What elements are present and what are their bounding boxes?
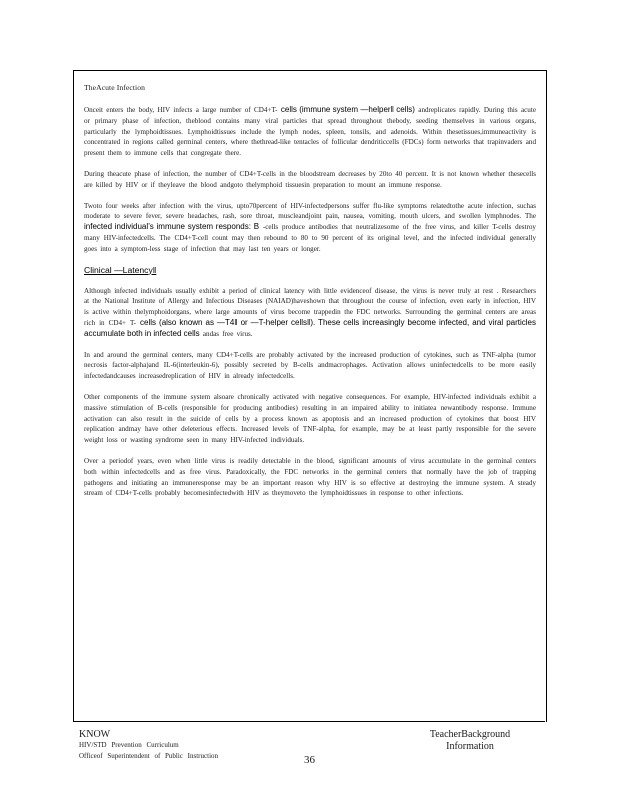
paragraph-text: -cells produce antibodies that neutralizesome of the free virus, and killer T-cells destroy many HIV-infectedcells. The CD4+T-cell count may then rebound to 80 to 90 percent of its original level, and the infected individual generally goes into a symptom-less stage of infection that may last ten years or longer. xyxy=(84,223,536,253)
footer-curriculum: HIV/STD Prevention Curriculum xyxy=(79,741,179,749)
paragraph-text: andas free virus. xyxy=(199,329,253,338)
emphasis-text: cells (also known as —T4‖ or —T-helper cells‖). These cells increasingly become infected, and viral particles accumulate both in infected cells xyxy=(84,317,536,338)
paragraph-text: Twoto four weeks after infection with the virus, upto70percent of HIV-infectedpersons suffer flu-like symptoms relatedtothe acute infection, suchas moderate to severe fever, severe headaches, rash, sore throat, muscleandjoint pain, nausea, vomiting, mouth ulcers, and swollen lymphnodes. The xyxy=(84,201,536,221)
emphasis-text: cells (immune system —helper‖ cells) xyxy=(280,105,415,114)
paragraph-text: Over a periodof years, even when little virus is readily detectable in the blood, significant amounts of virus accumulate in the germinal centers both within infectedcells and as free virus. Paradoxically, the FDC networks in the germinal centers that normally have the job of trapping pathogens and initiating an immuneresponse may be an important reason why HIV is so effective at destroying the immune system. A steady stream of CD4+T-cells probably becomesinfectedwith HIV as theymoveto the lymphoidtissues in response to other infections. xyxy=(84,456,536,498)
paragraph-text: Other components of the immune system alsoare chronically activated with negative consequences. For example, HIV-infected individuals exhibit a massive stimulation of B-cells (responsible for producing antibodies) resulting in an impaired ability to initiatea newantibody response. Immune activation can also result in the suicide of cells by a process known as apoptosis and an increased production of cytokines that boost HIV replication andmay have other deleterious effects. Increased levels of TNF-alpha, for example, may be at least partly responsible for the severe weight loss or wasting syndrome seen in many HIV-infected individuals. xyxy=(84,392,536,445)
clinical-latency-heading: Clinical —Latency‖ xyxy=(84,264,157,275)
footer-left xyxy=(79,729,218,761)
footer-teacher-background: TeacherBackground xyxy=(429,729,511,740)
paragraph xyxy=(84,456,536,499)
page-number: 36 xyxy=(304,754,315,766)
page-frame xyxy=(73,70,547,722)
paragraph-text: During theacute phase of infection, the number of CD4+T-cells in the bloodstream decreases by 20to 40 percent. It is not known whether thesecells are killed by HIV or if theyleave the blood andgoto thelymphoid tissuesin preparation to mount an immune response. xyxy=(84,169,536,189)
paragraph-text: andreplicates rapidly. During this acute or primary phase of infection, theblood contains many viral particles that spread throughout thebody, seeding themselves in various organs, particularly the lymphoidtissues. Lymphoidtissues include the lymph nodes, spleen, tonsils, and adenoids. Within thesetissues,immuneactivity is concentrated in regions called germinal centers, where thethread-like tentacles of follicular dendriticcells (FDCs) form networks that trapinvaders and present them to immune cells that congregate there. xyxy=(84,106,536,158)
clinical-latency-section xyxy=(84,286,536,500)
section-title: TheAcute Infection xyxy=(84,83,146,92)
paragraph xyxy=(84,286,536,340)
paragraph-text: Although infected individuals usually exhibit a period of clinical latency with little evidenceof disease, the virus is never truly at rest . Researchers at the National Institute of Allergy and Infectious Diseases (NAIAD)haveshown that throughout the course of infection, even early in infection, HIV is active within thelymphoidorgans, where large amounts of virus become trappedin the FDC networks. Surrounding the germinal centers are areas rich in CD4+ T- xyxy=(84,286,536,327)
footer-know: KNOW xyxy=(79,729,111,740)
document-body xyxy=(84,83,536,509)
paragraph xyxy=(84,201,536,255)
paragraph xyxy=(84,105,536,159)
emphasis-text: infected individual’s immune system responds: B xyxy=(84,222,260,232)
paragraph-text: Onceit enters the body, HIV infects a large number of CD4+T- xyxy=(84,106,281,114)
acute-infection-section xyxy=(84,105,536,255)
footer-office: Officeof Superintendent of Public Instruction xyxy=(79,751,219,760)
paragraph-text: In and around the germinal centers, many CD4+T-cells are probably activated by the increased production of cytokines, such as TNF-alpha (tumor necrosis factor-alpha)and IL-6(interleukin-6), possibly secreted by B-cells andmacrophages. Activation allows uninfectedcells to be more easily infectedandcauses increasedreplication of HIV in already infectedcells. xyxy=(84,350,536,381)
footer-divider xyxy=(73,721,545,722)
footer-right xyxy=(415,729,525,753)
paragraph xyxy=(84,169,536,191)
paragraph xyxy=(84,392,536,446)
footer-information: Information xyxy=(446,741,494,752)
paragraph xyxy=(84,350,536,382)
